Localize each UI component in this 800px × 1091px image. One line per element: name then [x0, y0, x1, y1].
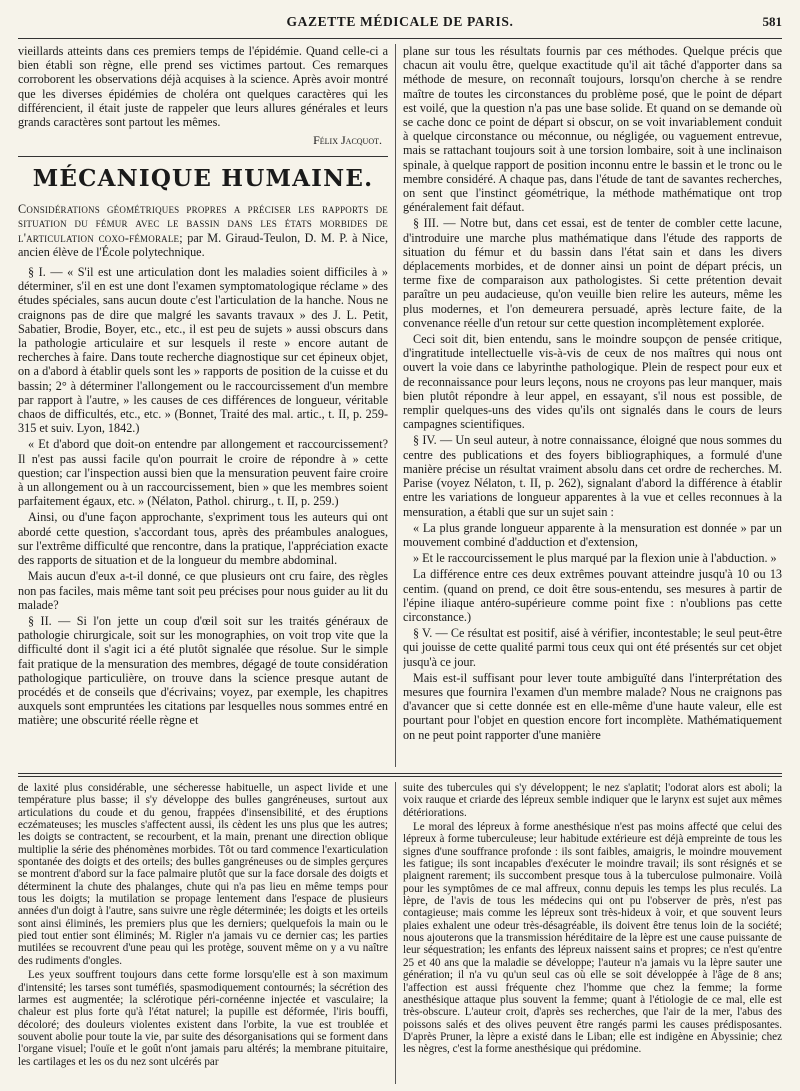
paragraph: plane sur tous les résultats fournis par ces méthodes. Quelque précis que chacun ait voulu être, quelque exactitude qu'il ait tâché d'apporter dans sa méthode de mesure, on reconnaît toujours, lorsqu'on cherche à se rendre maître de toutes les circonstances du problème posé, que le point de départ est voilé, que la question n'a pas une base solide. Et quand on se demande où se cache donc ce point de départ si obscur, on se voit invariablement conduit à quelque circonstance ou méconnue, ou négligée, ou vaguement entrevue, mais se rattachant toujours soit à une torsion lombaire, soit à une inclinaison spinale, à quelque rapport de position inconnu entre le bassin et le tronc ou le membre considéré. A chaque pas, dans l'étude de tant de savantes recherches, on sent que l'instinct géométrique, la méthode mathématique ont trop généralement fait défaut. [403, 44, 782, 215]
paragraph: La différence entre ces deux extrêmes pouvant atteindre jusqu'à 10 ou 13 centim. (quand on prend, ce doit être sous-entendu, ses mesures à partir de l'épine iliaque antéro-supérieure comme point fixe : n'oublions pas cette circonstance.) [403, 567, 782, 624]
journal-title: GAZETTE MÉDICALE DE PARIS. [286, 14, 514, 29]
article-author: par M. Giraud-Teulon, D. M. P. à Nice, ancien élève de l'École polytechnique. [18, 230, 388, 259]
page-header [18, 14, 782, 34]
paragraph-quote-nelaton: « Et d'abord que doit-on entendre par allongement et raccourcissement? Il n'est pas aussi facile qu'on pourrait le croire de répondre à » cette question; car l'inspection aussi bien que la mensuration peuvent faire croire à un allongement ou à un raccourcissement, bien » que les membres soient parfaitement égaux, etc. » (Nélaton, Pathol. chirurg., t. II, p. 259.) [18, 437, 388, 509]
section-rule [18, 156, 388, 157]
article-title: Considérations géométriques propres a préciser les rapports de situation du fémur avec le bassin dans les états morbides de l'articulation coxo-fémorale; [18, 202, 388, 245]
paragraph: de laxité plus considérable, une sécheresse habituelle, un aspect livide et une température plus basse; il s'y développe des bulles gangréneuses, surtout aux articulations du coude et du genou, frappées d'insensibilité, et des éruptions eczémateuses; les muscles s'affectent aussi, ils cèdent les uns plus que les autres; les doigts se contractent, se recourbent, et la main, prenant une direction oblique multiplie la série des phénomènes morbides. Tôt ou tard commence l'exarticulation spontanée des doigts et des orteils; des bulles gangréneuses ou de simples gerçures se montrent d'abord sur la face palmaire plutôt que sur la face dorsale des doigts et déterminent la chute des phalanges, chute qui n'a pas lieu en même temps pour tous les doigts; la mutilation se propage lentement dans l'espace de plusieurs années d'un doigt à l'autre, sans suivre une règle déterminée; les doigts et les orteils sont ainsi éliminés, les premiers plus que les derniers; quelquefois la main ou le pied tout entier sont éliminés; M. Rigler n'a jamais vu ce dernier cas; les parties mutilées se recouvrent d'une peau qui les protège, souvent même on y a vu naître des rudiments d'ongles. [18, 782, 388, 967]
lower-right-column [403, 782, 782, 1084]
paragraph-section-3: § III. — Notre but, dans cet essai, est de tenter de combler cette lacune, d'introduire une marche plus mathématique dans l'étude des rapports de situation du fémur et du bassin dans l'état sain et dans les divers déplacements morbides, et de donner ainsi un point de départ précis, un terme fixe de comparaison aux pathologistes. Si cette prétention devait paraître un peu audacieuse, qu'on veuille bien relire les auteurs, même les plus modernes, et l'on demeurera persuadé, après lecture faite, de la convenance réelle d'un retour sur cette question incomplètement explorée. [403, 216, 782, 330]
paragraph: Mais aucun d'eux a-t-il donné, ce que plusieurs ont cru faire, des règles non pas faciles, mais même tant soit peu précises pour nous guider au lit du malade? [18, 569, 388, 612]
quote-line: » Et le raccourcissement le plus marqué par la flexion unie à l'abduction. » [413, 551, 777, 566]
paragraph: Ainsi, ou d'une façon approchante, s'expriment tous les auteurs qui ont abordé cette question, s'accordant tous, après des préambules analogues, sur l'extrême difficulté que rencontre, dans la pratique, l'appréciation exacte des rapports de situation et de la longueur du membre abdominal. [18, 510, 388, 568]
paragraph-section-5: § V. — Ce résultat est positif, aisé à vérifier, incontestable; le seul peut-être qui jouisse de cette qualité parmi tous ceux qui ont été présentés sur cet objet jusqu'à ce jour. [403, 626, 782, 669]
paragraph-section-2: § II. — Si l'on jette un coup d'œil soit sur les traités généraux de pathologie chirurgicale, soit sur les monographies, on voit trop vite que la difficulté dont il s'agit ici a été plutôt signalée que résolue. Sur le simple fait pratique de la mensuration des membres, dégagé de toute considération pathologique particulière, on trouve dans la science presque autant de procédés et de conseils que d'écrivains; voyez, par exemple, les chapitres auxquels sont empruntées les citations par lesquelles nous sommes entré en matière; une obscurité réelle règne et [18, 613, 388, 728]
column-divider [395, 44, 396, 767]
section-separator-rule [18, 776, 782, 777]
upper-section [18, 44, 782, 767]
section-title: MÉCANIQUE HUMAINE. [32, 165, 374, 193]
upper-right-column [403, 44, 782, 767]
paragraph-section-1: § I. — « S'il est une articulation dont les maladies soient difficiles à » déterminer, s'il en est une dont l'examen symptomatologique réclame » des études spéciales, sans aucun doute c'est l'articulation de la hanche. Nous ne craignons pas de dire que malgré les savants travaux » des J. L. Petit, Sabatier, Brodie, Boyer, etc., etc., il est peu de sujets » aussi obscurs dans la pathologie articulaire et sur lesquels il reste » encore autant de recherches à faire. Dans toute recherche diagnostique sur cet épineux objet, on a d'abord à établir quels sont les » rapports de position de la cuisse et du bassin; 2° à déterminer l'allongement ou le raccourcissement d'un membre par rapport à l'autre, » les causes de ces différences de longueur, véritable chaos de difficultés, etc., etc. » (Bonnet, Traité des mal. artic., t. II, p. 259-315 et suiv. Lyon, 1842.) [18, 265, 388, 436]
header-rule [18, 38, 782, 39]
paragraph-section-4: § IV. — Un seul auteur, à notre connaissance, éloigné que nous sommes du centre des publications et des foyers bibliographiques, a formulé d'une manière précise un résultat vraiment absolu dans cet ordre de recherches. M. Parise (voyez Nélaton, t. II, p. 262), signalant d'abord la différence à établir entre les variations de longueur apparentes à la vue et celles reconnues à la mensuration, a établi que sur un sujet sain : [403, 433, 782, 519]
page-number: 581 [762, 14, 782, 29]
paragraph: Les yeux souffrent toujours dans cette forme lorsqu'elle est à son maximum d'intensité; les tarses sont tuméfiés, spasmodiquement contournés; la sécrétion des larmes est augmentée; la sclérotique péri-cornéenne injectée et vasculaire; la chaleur est plus forte qu'à l'état naturel; la pupille est déformée, l'iris bouffi, décoloré; des douleurs violentes existent dans l'orbite, la vue est troublée et souvent abolie pour toute la vie, par suite des désorganisations qui se forment dans l'organe visuel; l'ouïe et le goût n'ont jamais paru altérés; la membrane pituitaire, les cartilages et les os du nez sont ulcérés par [18, 969, 388, 1068]
paragraph: Le moral des lépreux à forme anesthésique n'est pas moins affecté que celui des lépreux à forme tuberculeuse; leur habitude extérieure est déjà empreinte de tous les signes d'une souffrance profonde : ils sont faibles, amaigris, le moindre mouvement les fatigue; ils sont incapables d'exécuter le moindre travail; ils sont résignés et se plaignent rarement; ils succombent presque tous à la tuberculose pulmonaire. Voilà pour les symptômes de ce mal affreux, connu depuis les temps les plus reculés. La lèpre, de l'avis de tous les médecins qui ont pu l'observer de près, n'est pas contagieuse; mais comme les lépreux sont très-hideux à voir, et que souvent leurs plaies exhalent une odeur très-désagréable, ils doivent être tenus loin de la société; nous ajouterons que la transmission héréditaire de la lèpre est une cause puissante de leur séquestration; les enfants des lépreux naissent sains et propres; ce n'est qu'entre 25 et 40 ans que la maladie se développe; l'auteur n'a jamais vu la lèpre sauter une génération; il n'a vu qu'un seul cas où elle se soit développée à l'âge de 8 ans; l'affection est aussi fréquente chez l'homme que chez la femme; la forme anesthésique attaque plus souvent la femme; quant à l'étiologie de ce mal, elle est très-obscure. L'auteur croit, d'après ses recherches, que l'air de la mer, l'abus des poissons salés et des olives peuvent être rangés parmi les causes prédisposantes. D'après Pruner, la lèpre a existé dans le Liban; elle est indigène en Abyssinie; chez les nègres, c'est la forme anesthésique qui prédomine. [403, 821, 782, 1056]
lower-left-column [18, 782, 388, 1084]
section-separator-rule [18, 773, 782, 774]
article-heading [18, 202, 388, 259]
quote-line: « La plus grande longueur apparente à la mensuration est donnée » par un mouvement combiné d'adduction et d'extension, [403, 520, 782, 549]
paragraph: suite des tubercules qui s'y développent; le nez s'aplatit; l'odorat alors est aboli; la voix rauque et criarde des lépreux semble indiquer que le larynx est sujet aux mêmes détériorations. [403, 782, 782, 819]
cholera-closing-paragraph: vieillards atteints dans ces premiers temps de l'épidémie. Quand celle-ci a bien établi son règne, elle prend ses victimes partout. Ces remarques corroborent les observations déjà acquises à la science. Après avoir montré que les diverses épidémies de choléra ont quelques caractères qui les différencient, il était juste de rappeler que leurs allures générales et leurs grands caractères sont partout les mêmes. [18, 44, 388, 130]
paragraph: Ceci soit dit, bien entendu, sans le moindre soupçon de pensée critique, d'ingratitude intellectuelle vis-à-vis de ceux de nos maîtres qui nous ont ouvert la voie dans ce labyrinthe pathologique. Plein de respect pour eux et de reconnaissance pour leurs leçons, nous ne croyons pas leur manquer, mais bien plutôt répondre à leur appel, en essayant, s'il nous est possible, de remplir quelques-uns des vides qu'ils ont signalés dans le cours de leurs campagnes scientifiques. [403, 332, 782, 432]
upper-left-column [18, 44, 388, 767]
column-divider [395, 782, 396, 1084]
author-signature: Félix Jacquot. [313, 133, 382, 148]
lower-section [18, 782, 782, 1084]
paragraph: Mais est-il suffisant pour lever toute ambiguïté dans l'interprétation des mesures que fournira l'examen d'un membre malade? Nous ne craignons pas d'avancer que si cette donnée est en elle-même d'une haute valeur, elle est pourtant pour l'objet en question encore fort incomplète. Mathématiquement on ne peut point rapporter d'une manière [403, 670, 782, 742]
